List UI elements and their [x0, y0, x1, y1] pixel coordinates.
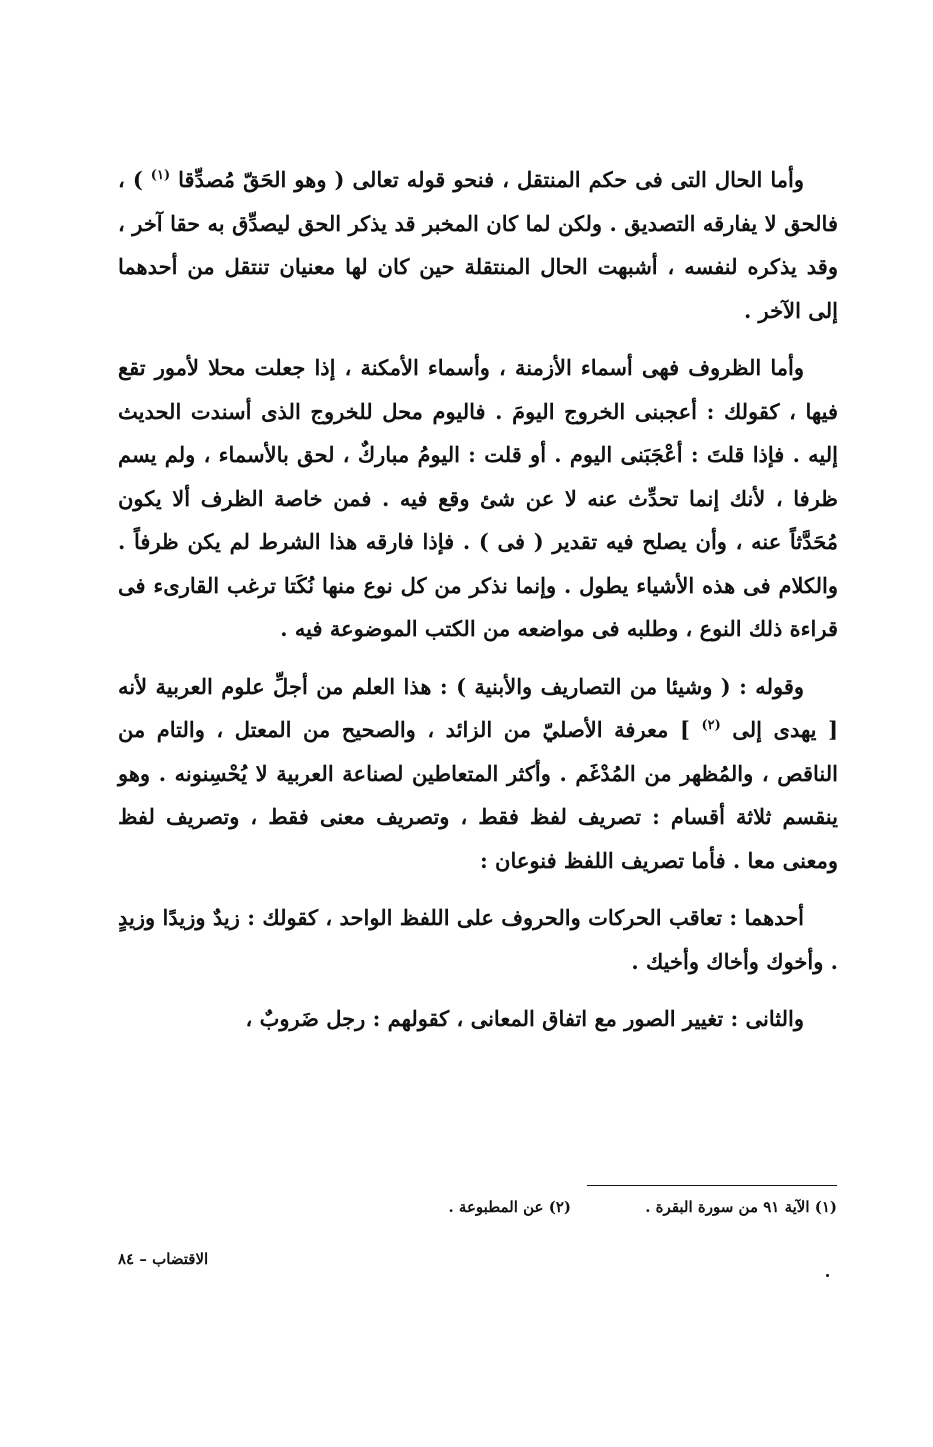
footnote-2: (٢) عن المطبوعة . — [448, 1198, 571, 1216]
paragraph-first-type: أحدهما : تعاقب الحركات والحروف على اللفظ الواحد ، كقولك : زيدٌ وزيدًا وزيدٍ . وأخوك وأخاك وأخيك . — [118, 905, 838, 974]
paragraph-3-text-end: ] معرفة الأصليّ من الزائد ، والصحيح من المعتل ، والتام من الناقص ، والمُظهر من المُدْغَم . وأكثر المتعاطين لصناعة العربية لا يُحْسِنونه . وهو ينقسم ثلاثة أقسام : تصريف لفظ فقط ، وتصريف معنى فقط ، وتصريف لفظ ومعنى معا . فأما تصريف اللفظ فنوعان : — [118, 717, 838, 873]
body-text — [118, 158, 838, 1055]
footnote-ref-2: (٢) — [701, 718, 721, 733]
paragraph-adverbs-of-time-place: وأما الظروف فهى أسماء الأزمنة ، وأسماء الأمكنة ، إذا جعلت محلا لأمور تقع فيها ، كقولك : أعجبنى الخروج اليومَ . فاليوم محل للخروج الذى أسندت الحديث إليه . فإذا قلتَ : أعْجَبَنى اليوم . أو قلت : اليومُ مباركٌ ، لحق بالأسماء ، ولم يسم ظرفا ، لأنك إنما تحدِّث عنه لا عن شئ وقع فيه . فمن خاصة الظرف ألا يكون مُحَدَّثاً عنه ، وأن يصلح فيه تقدير ( فى ) . فإذا فارقه هذا الشرط لم يكن ظرفاً . والكلام فى هذه الأشياء يطول . وإنما نذكر من كل نوع منها نُكَتا ترغب القارىء فى قراءة ذلك النوع ، وطلبه فى مواضعه من الكتب الموضوعة فيه . — [118, 355, 838, 641]
paragraph-circumstantial-accusative — [118, 158, 838, 332]
paragraph-1-text-start: وأما الحال التى فى حكم المنتقل ، فنحو قوله تعالى ( وهو الحَقّ مُصدِّقا — [170, 167, 805, 192]
paragraph-second-type: والثانى : تغيير الصور مع اتفاق المعانى ، كقولهم : رجل ضَروبٌ ، — [245, 1006, 804, 1031]
paragraph-1-text-end: ) ، فالحق لا يفارقه التصديق . ولكن لما كان المخبر قد يذكر الحق ليصدِّق به حقا آخر ، وقد يذكره لنفسه ، أشبهت الحال المنتقلة حين كان لها معنيان تنتقل من أحدهما إلى الآخر . — [118, 167, 838, 323]
running-footer: الاقتضاب – ٨٤ — [118, 1250, 209, 1268]
paragraph-3-text-start: وقوله : ( وشيئا من التصاريف والأبنية ) : هذا العلم من أجلِّ علوم العربية لأنه [ يهدى إلى — [118, 673, 839, 742]
footnote-1: (١) الآية ٩١ من سورة البقرة . — [645, 1198, 837, 1216]
footnote-ref-1: (١) — [150, 168, 171, 183]
stray-ink-dot — [826, 1274, 829, 1277]
footnote-separator-rule — [587, 1185, 837, 1186]
footnotes — [237, 1198, 837, 1228]
paragraph-morphology — [118, 665, 838, 883]
